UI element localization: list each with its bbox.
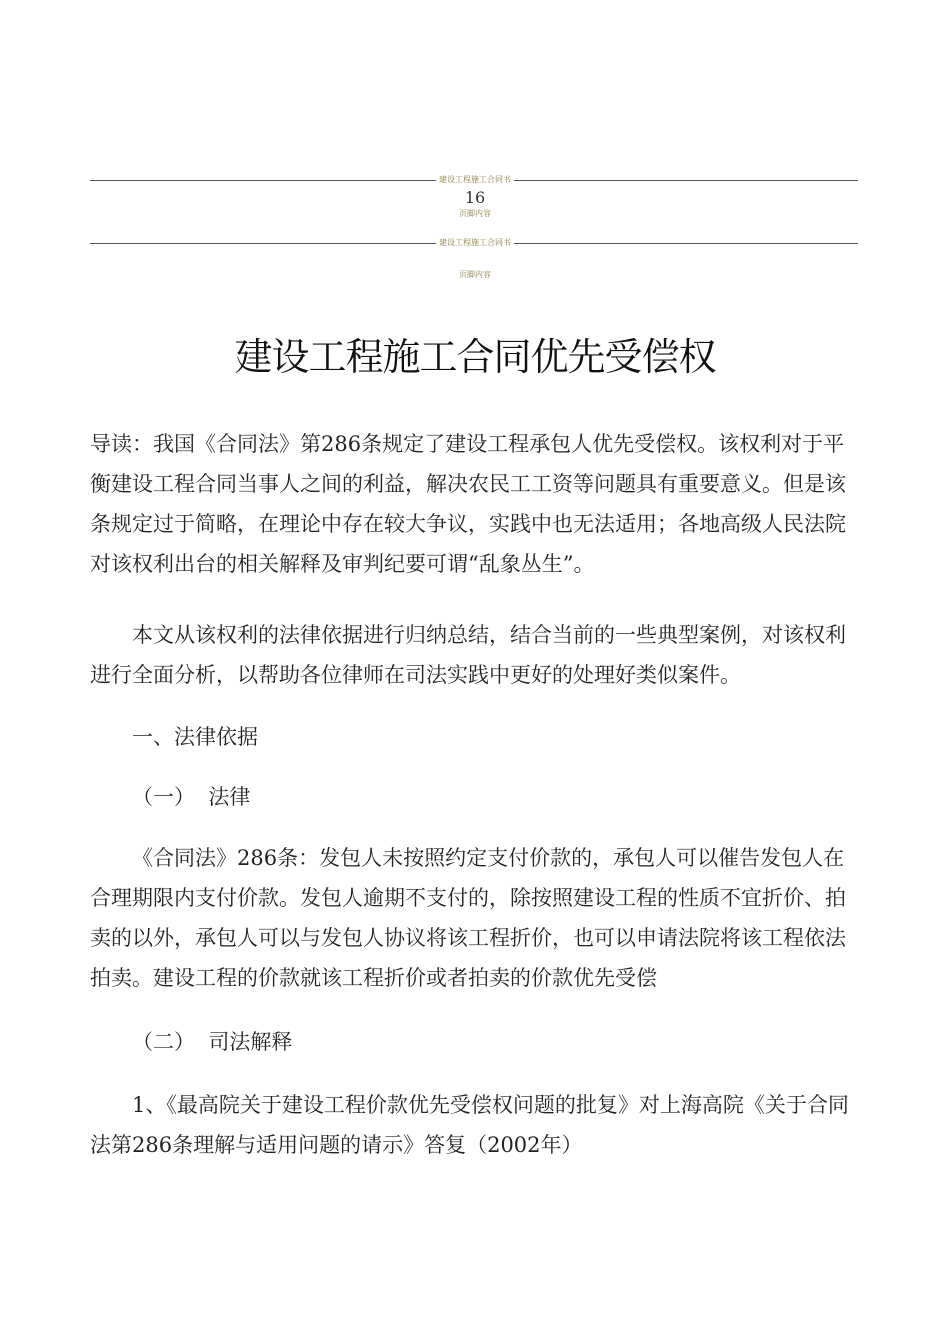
header-tag-second — [0, 238, 950, 248]
page-number: 16 — [464, 188, 486, 207]
list-item-reply: 1、《最高院关于建设工程价款优先受偿权问题的批复》对上海高院《关于合同法第286条理解与适用问题的请示》答复（2002年） — [90, 1093, 849, 1157]
subsection-heading-law: （一） 法律 — [132, 785, 251, 809]
header-tag-top-text: 建设工程施工合同书 — [436, 175, 514, 184]
law-text-paragraph: 《合同法》286条：发包人未按照约定支付价款的，承包人可以催告发包人在合理期限内支付价款。发包人逾期不支付的，除按照建设工程的性质不宜折价、拍卖的以外，承包人可以与发包人协议将该工程折价，也可以申请法院将该工程依法拍卖。建设工程的价款就该工程折价或者拍卖的价款优先受偿 — [90, 846, 846, 990]
intro-paragraph: 导读：我国《合同法》第286条规定了建设工程承包人优先受偿权。该权利对于平衡建设工程合同当事人之间的利益，解决农民工工资等问题具有重要意义。但是该条规定过于简略，在理论中存在较大争议，实践中也无法适用；各地高级人民法院对该权利出台的相关解释及审判纪要可谓“乱象丛生”。 — [90, 432, 846, 576]
header-tag-second-text: 建设工程施工合同书 — [436, 238, 514, 247]
header-tag-top — [0, 175, 950, 185]
footer-content-second: 页脚内容 — [459, 270, 491, 279]
footer-content-top: 页脚内容 — [459, 209, 491, 218]
document-title: 建设工程施工合同优先受偿权 — [234, 335, 716, 379]
section-heading-legal-basis: 一、法律依据 — [132, 725, 258, 749]
summary-paragraph: 本文从该权利的法律依据进行归纳总结，结合当前的一些典型案例，对该权利进行全面分析，以帮助各位律师在司法实践中更好的处理好类似案件。 — [90, 623, 846, 687]
subsection-heading-judicial: （二） 司法解释 — [132, 1030, 293, 1054]
